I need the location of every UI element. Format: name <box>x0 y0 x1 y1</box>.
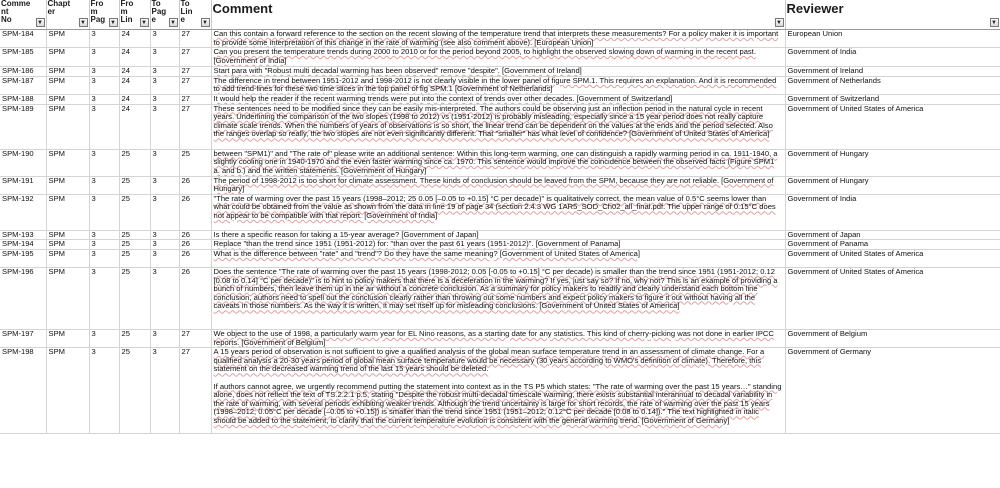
reviewer-cell[interactable]: Government of India <box>785 194 1000 230</box>
chapter-cell[interactable]: SPM <box>46 104 89 149</box>
table-row[interactable] <box>0 149 1000 176</box>
from-line-cell[interactable]: 25 <box>119 267 150 329</box>
filter-dropdown-icon[interactable]: ▼ <box>37 20 43 26</box>
reviewer-cell[interactable]: Government of Japan <box>785 230 1000 240</box>
from-page-cell[interactable]: 3 <box>89 194 119 230</box>
column-header-label: Reviewer <box>786 1 844 16</box>
column-header-label: Comme nt No <box>1 0 31 24</box>
column-header-label: To Lin e <box>180 0 193 24</box>
filter-dropdown-icon[interactable]: ▼ <box>80 20 86 26</box>
to-line-cell[interactable]: 26 <box>179 240 211 250</box>
to-page-cell[interactable]: 3 <box>150 240 179 250</box>
comment-id-cell[interactable]: SPM-195 <box>0 249 46 267</box>
from-page-cell[interactable]: 3 <box>89 230 119 240</box>
from-line-cell[interactable]: 25 <box>119 348 150 434</box>
table-row[interactable] <box>0 267 1000 329</box>
comment-cell[interactable]: A 15 years period of observation is not sufficient to give a qualified analysis of the global mean surface temperature trend in an assessment of climate change. For a qualified analysis a 20-30 years period of global mean surface temperature would be necessary (30 years according to WMO's definition of climate). Therefore, this statement on the decreased warming trend of the last 15 years should be deleted. If authors cannot agree, we urgently recommend putting the statement into context as in the TS P5 which states: "The rate of warming over the past 15 years…" standing alone, does not reflect the text of TS.2.2.1 p.5, stating "Despite the robust multi-decadal timescale warming, there exists substantial interannual to decadal variability in the rate of warming, with several periods exhibiting weaker trends. Although the trend uncertainty is large for short records, the rate of warming over the past 15 years (1998–2012; 0.05°C per decade [–0.05 to +0.15]) is smaller than the trend since 1951 (1951–2012; 0.12°C per decade [0.08 to 0.14])." The text highlighted in italic should be added to the statement, to clarify that the current temperature evolution is consistent with the general warming trend. [Government of Germany] <box>211 348 785 434</box>
table-row[interactable] <box>0 104 1000 149</box>
column-header-label: Comment <box>212 1 273 16</box>
reviewer-cell[interactable]: Government of Switzerland <box>785 94 1000 104</box>
from-page-cell[interactable]: 3 <box>89 267 119 329</box>
to-page-cell[interactable]: 3 <box>150 30 179 48</box>
header-row <box>0 0 1000 30</box>
comment-cell[interactable]: "The rate of warming over the past 15 years (1998–2012; 25 0.05 [–0.05 to +0.15] °C per decade)" is qualitatively correct, the mean value of 0.5°C seems lower than what could be obtained from the value as shown from the data in line 19 of page 34 (section 2.4.3 WG 1AR5_SOD_Ch02_all_final.pdf. The upper range of 0.15°C does not appear to be compatible with that report. [Government of India] <box>211 194 785 230</box>
comment-id-cell[interactable]: SPM-187 <box>0 76 46 94</box>
chapter-cell[interactable]: SPM <box>46 240 89 250</box>
from-line-cell[interactable]: 25 <box>119 240 150 250</box>
from-page-cell[interactable]: 3 <box>89 249 119 267</box>
reviewer-cell[interactable]: Government of United States of America <box>785 104 1000 149</box>
from-page-cell[interactable]: 3 <box>89 94 119 104</box>
table-row[interactable] <box>0 176 1000 194</box>
from-line-cell[interactable]: 25 <box>119 149 150 176</box>
chapter-cell[interactable]: SPM <box>46 329 89 347</box>
column-header-label: To Pag e <box>151 0 167 24</box>
table-row[interactable] <box>0 230 1000 240</box>
comment-id-cell[interactable]: SPM-188 <box>0 94 46 104</box>
to-line-cell[interactable]: 27 <box>179 67 211 77</box>
reviewer-cell[interactable]: Government of Ireland <box>785 67 1000 77</box>
from-line-cell[interactable]: 24 <box>119 30 150 48</box>
from-line-cell[interactable]: 25 <box>119 176 150 194</box>
from-line-cell[interactable]: 24 <box>119 76 150 94</box>
reviewer-cell[interactable]: Government of Hungary <box>785 149 1000 176</box>
to-line-cell[interactable]: 27 <box>179 104 211 149</box>
reviewer-cell[interactable]: Government of United States of America <box>785 249 1000 267</box>
filter-dropdown-icon[interactable]: ▼ <box>110 20 116 26</box>
from-page-cell[interactable]: 3 <box>89 30 119 48</box>
table-row[interactable] <box>0 249 1000 267</box>
chapter-cell[interactable]: SPM <box>46 194 89 230</box>
from-line-cell[interactable]: 25 <box>119 249 150 267</box>
comment-cell[interactable]: These sentences need to be modified since they can be easily mis-interpreted. The authors could be observing just an inflection period in the natural cycle in recent years. Underlining the comparison of the two slopes (1998 to 2012) vs (1951-2012) is probably misleading, especially since a 15 year period does not really capture climate scale trends. When the numbers of years of observations is so short, the linear trend can be dependent on the values at the ends and the period selected. Also the ranges overlap so really, the two slopes are not even significantly different. That "smaller" has what level of confidence? [Government of United States of America] <box>211 104 785 149</box>
reviewer-cell[interactable]: Government of India <box>785 48 1000 67</box>
comment-cell[interactable]: between "SPM1)" and "The rate of" please write an additional sentence: Within this long-term warming, one can distinguish a rapidly warming period in ca. 1911-1940, a slightly cooling one in 1940-1970 and the even faster warming since ca. 1970. This sentence would improve the coincidence between the observed facts (Figure SPM1 a. and b.) and the written statements. [Government of Hungary] <box>211 149 785 176</box>
to-line-cell[interactable]: 26 <box>179 249 211 267</box>
comment-id-cell[interactable]: SPM-192 <box>0 194 46 230</box>
comment-cell[interactable]: We object to the use of 1998, a particularly warm year for EL Nino reasons, as a starting date for any statistics. This kind of cherry-picking was not done in earlier IPCC reports. [Government of Belgium] <box>211 329 785 347</box>
reviewer-cell[interactable]: Government of Belgium <box>785 329 1000 347</box>
to-page-cell[interactable]: 3 <box>150 149 179 176</box>
chapter-cell[interactable]: SPM <box>46 48 89 67</box>
chapter-cell[interactable]: SPM <box>46 230 89 240</box>
table-body <box>0 30 1000 434</box>
to-page-cell[interactable]: 3 <box>150 249 179 267</box>
to-page-cell[interactable]: 3 <box>150 348 179 434</box>
comment-id-cell[interactable]: SPM-184 <box>0 30 46 48</box>
to-line-cell[interactable]: 26 <box>179 194 211 230</box>
filter-dropdown-icon[interactable]: ▼ <box>202 20 208 26</box>
table-row[interactable] <box>0 48 1000 67</box>
filter-dropdown-icon[interactable]: ▼ <box>776 20 782 26</box>
to-page-cell[interactable]: 3 <box>150 267 179 329</box>
to-page-cell[interactable]: 3 <box>150 67 179 77</box>
column-header-from-line[interactable] <box>119 0 150 30</box>
comment-cell[interactable]: It would help the reader if the recent warming trends were put into the context of trends over other decades. [Government of Switzerland] <box>211 94 785 104</box>
comment-id-cell[interactable]: SPM-194 <box>0 240 46 250</box>
from-page-cell[interactable]: 3 <box>89 76 119 94</box>
table-row[interactable] <box>0 348 1000 434</box>
to-line-cell[interactable]: 26 <box>179 176 211 194</box>
comment-cell[interactable]: Does the sentence "The rate of warming over the past 15 years (1998-2012; 0.05 [-0.05 to +0.15] °C per decade) is smaller than the trend since 1951 (1951-2012; 0.12 [0.08 to 0.14] °C per decade)" is to hint to policy makers that there is a deceleration in the warming? If yes, just say so? If no, why not? This is an example of providing a bunch of numbers, then leave them up in the air without a concrete conclusion. As a summary for policy makers to readily and clearly understand each bottom line conclusion, authors need to spell out the conclusion clearly rather than throwing out some numbers and expect policy makers to figure it out without having all the caveats in those numbers. As the way it is written, it may set itself up for misleading conclusions. [Government of United States of America] <box>211 267 785 329</box>
table-row[interactable] <box>0 67 1000 77</box>
to-line-cell[interactable]: 27 <box>179 48 211 67</box>
chapter-cell[interactable]: SPM <box>46 176 89 194</box>
from-page-cell[interactable]: 3 <box>89 348 119 434</box>
reviewer-cell[interactable]: Government of Hungary <box>785 176 1000 194</box>
to-line-cell[interactable]: 27 <box>179 329 211 347</box>
to-line-cell[interactable]: 27 <box>179 76 211 94</box>
comment-cell[interactable]: Replace "than the trend since 1951 (1951-2012) for: "than over the past 61 years (1951-2012)". [Government of Panama] <box>211 240 785 250</box>
from-page-cell[interactable]: 3 <box>89 67 119 77</box>
from-page-cell[interactable]: 3 <box>89 176 119 194</box>
to-page-cell[interactable]: 3 <box>150 48 179 67</box>
to-page-cell[interactable]: 3 <box>150 194 179 230</box>
chapter-cell[interactable]: SPM <box>46 149 89 176</box>
column-header-reviewer[interactable] <box>785 0 1000 30</box>
comment-id-cell[interactable]: SPM-189 <box>0 104 46 149</box>
filter-dropdown-icon[interactable]: ▼ <box>170 20 176 26</box>
comment-id-cell[interactable]: SPM-191 <box>0 176 46 194</box>
reviewer-cell[interactable]: Government of Netherlands <box>785 76 1000 94</box>
to-line-cell[interactable]: 26 <box>179 267 211 329</box>
column-header-from-page[interactable] <box>89 0 119 30</box>
to-page-cell[interactable]: 3 <box>150 329 179 347</box>
table-row[interactable] <box>0 194 1000 230</box>
table-row[interactable] <box>0 30 1000 48</box>
column-header-label: Fro m Lin <box>120 0 134 24</box>
table-row[interactable] <box>0 94 1000 104</box>
column-header-label: Fro m Pag <box>90 0 106 24</box>
reviewer-cell[interactable]: Government of Panama <box>785 240 1000 250</box>
column-header-comment[interactable] <box>211 0 785 30</box>
comment-id-cell[interactable]: SPM-186 <box>0 67 46 77</box>
table-row[interactable] <box>0 76 1000 94</box>
from-line-cell[interactable]: 24 <box>119 104 150 149</box>
column-header-label: Chapt er <box>47 0 71 16</box>
column-header-to-line[interactable] <box>179 0 211 30</box>
comment-cell[interactable]: What is the difference between "rate" and "trend"? Do they have the same meaning? [Government of United States of America] <box>211 249 785 267</box>
filter-dropdown-icon[interactable]: ▼ <box>141 20 147 26</box>
from-page-cell[interactable]: 3 <box>89 104 119 149</box>
comment-id-cell[interactable]: SPM-193 <box>0 230 46 240</box>
comment-cell[interactable]: Can this contain a forward reference to the section on the recent slowing of the temperature trend that interprets these measurements? For a policy maker it is important to provide some interpretation of this change in the rate of warming (see also comment above). [European Union] <box>211 30 785 48</box>
column-header-to-page[interactable] <box>150 0 179 30</box>
from-line-cell[interactable]: 25 <box>119 194 150 230</box>
filter-dropdown-icon[interactable]: ▼ <box>991 20 997 26</box>
comment-id-cell[interactable]: SPM-190 <box>0 149 46 176</box>
chapter-cell[interactable]: SPM <box>46 30 89 48</box>
from-line-cell[interactable]: 25 <box>119 230 150 240</box>
column-header-comment-no[interactable] <box>0 0 46 30</box>
comment-id-cell[interactable]: SPM-198 <box>0 348 46 434</box>
to-line-cell[interactable]: 27 <box>179 30 211 48</box>
comment-id-cell[interactable]: SPM-196 <box>0 267 46 329</box>
reviewer-cell[interactable]: Government of Germany <box>785 348 1000 434</box>
comment-cell[interactable]: The difference in trend between 1951-2012 and 1998-2012 is not clearly visible in the lower panel of figure SPM.1. This requires an explanation. And it is recommended to add trend-lines for these two time slices in the top panel of fig SPM.1 [Government of Netherlands] <box>211 76 785 94</box>
table-row[interactable] <box>0 329 1000 347</box>
table-row[interactable] <box>0 240 1000 250</box>
reviewer-cell[interactable]: European Union <box>785 30 1000 48</box>
to-page-cell[interactable]: 3 <box>150 176 179 194</box>
column-header-chapter[interactable] <box>46 0 89 30</box>
to-line-cell[interactable]: 25 <box>179 149 211 176</box>
comment-cell[interactable]: Can you present the temperature trends during 2000 to 2010 or for the period beyond 2005, to highlight the observed slowing down of warming in the recent past. [Government of India] <box>211 48 785 67</box>
reviewer-cell[interactable]: Government of United States of America <box>785 267 1000 329</box>
to-page-cell[interactable]: 3 <box>150 104 179 149</box>
comment-id-cell[interactable]: SPM-197 <box>0 329 46 347</box>
chapter-cell[interactable]: SPM <box>46 94 89 104</box>
chapter-cell[interactable]: SPM <box>46 249 89 267</box>
from-page-cell[interactable]: 3 <box>89 329 119 347</box>
comment-cell[interactable]: The period of 1998-2012 is too short for climate assessment. These kinds of conclusion should be leaved from the SPM, because they are not reliable. [Government of Hungary] <box>211 176 785 194</box>
chapter-cell[interactable]: SPM <box>46 348 89 434</box>
comment-id-cell[interactable]: SPM-185 <box>0 48 46 67</box>
comment-cell[interactable]: Is there a specific reason for taking a 15-year average? [Government of Japan] <box>211 230 785 240</box>
from-line-cell[interactable]: 24 <box>119 94 150 104</box>
from-line-cell[interactable]: 25 <box>119 329 150 347</box>
to-page-cell[interactable]: 3 <box>150 230 179 240</box>
from-page-cell[interactable]: 3 <box>89 240 119 250</box>
chapter-cell[interactable]: SPM <box>46 76 89 94</box>
to-page-cell[interactable]: 3 <box>150 76 179 94</box>
from-page-cell[interactable]: 3 <box>89 149 119 176</box>
from-page-cell[interactable]: 3 <box>89 48 119 67</box>
from-line-cell[interactable]: 24 <box>119 48 150 67</box>
to-line-cell[interactable]: 27 <box>179 348 211 434</box>
from-line-cell[interactable]: 24 <box>119 67 150 77</box>
comment-cell[interactable]: Start para with "Robust multi decadal warming has been observed" remove "despite". [Government of Ireland] <box>211 67 785 77</box>
to-line-cell[interactable]: 27 <box>179 94 211 104</box>
chapter-cell[interactable]: SPM <box>46 267 89 329</box>
to-line-cell[interactable]: 26 <box>179 230 211 240</box>
to-page-cell[interactable]: 3 <box>150 94 179 104</box>
chapter-cell[interactable]: SPM <box>46 67 89 77</box>
